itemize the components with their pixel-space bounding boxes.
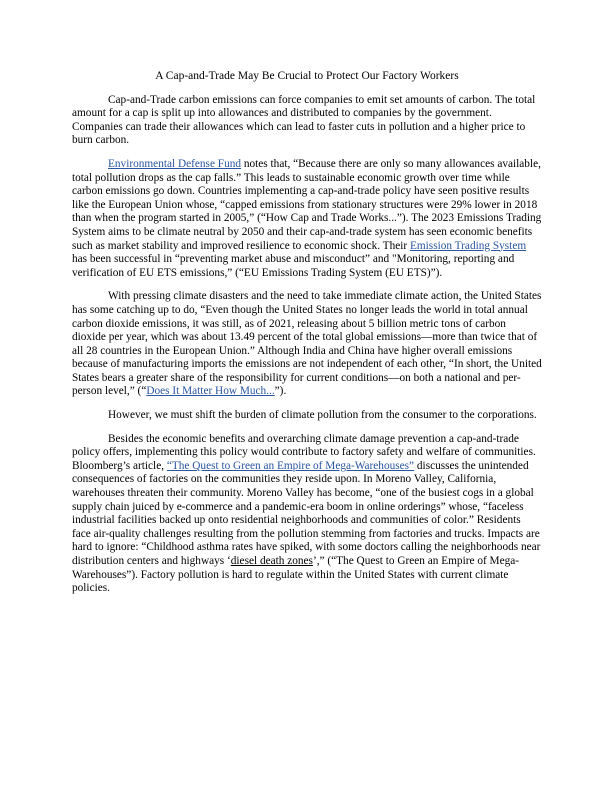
paragraph-3 xyxy=(72,290,542,399)
paragraph-2-text-1: notes that, “Because there are only so many allowances available, total pollution drops as the cap falls.” This leads to sustainable economic growth over time while carbon emissions go down. Countries implementing a cap-and-trade policy have seen positive results like the European Union whose, “capped emissions from stationary structures were 29% lower in 2018 than when the program started in 2005,” (“How Cap and Trade Works...”). The 2023 Emissions Trading System aims to be climate neutral by 2050 and their cap-and-trade system has seen economic benefits such as market stability and improved resilience to economic shock. Their xyxy=(72,157,542,252)
paragraph-4: However, we must shift the burden of climate pollution from the consumer to the corporations. xyxy=(108,409,537,422)
document-page xyxy=(72,70,542,606)
paragraph-1: Cap-and-Trade carbon emissions can force companies to emit set amounts of carbon. The total amount for a cap is split up into allowances and distributed to companies by the government. Companies can trade their allowances which can lead to faster cuts in pollution and a higher price to burn carbon. xyxy=(72,93,536,147)
page-title: A Cap-and-Trade May Be Crucial to Protect Our Factory Workers xyxy=(155,70,459,82)
paragraph-5-text-3: ’,” (“The Quest to Green an Empire of Mega-Warehouses”). Factory pollution is hard to regulate within the United States with current climate policies. xyxy=(72,555,520,595)
paragraph-3-text-1: With pressing climate disasters and the need to take immediate climate action, the United States has some catching up to do, “Even though the United States no longer leads the world in total annual carbon dioxide emissions, it was still, as of 2021, releasing about 5 billion metric tons of carbon dioxide per year, which was about 13.49 percent of the total global emissions—more than twice that of all 28 countries in the European Union.” Although India and China have higher overall emissions because of manufacturing imports the emissions are not independent of each other, “In short, the United States bears a greater share of the responsibility for current conditions—on both a national and per-person level,” (“ xyxy=(72,290,542,398)
link-quest-to-green-mega-warehouses[interactable]: “The Quest to Green an Empire of Mega-Warehouses” xyxy=(166,459,415,472)
paragraph-5-text-1: Besides the economic benefits and overarching climate damage prevention a cap-and-trade policy offers, implementing this policy would contribute to factory safety and welfare of communities. Bloomberg’s article, xyxy=(72,432,536,472)
paragraph-5-text-2: discusses the unintended consequences of factories on the communities they reside upon. In Moreno Valley, California, warehouses threaten their community. Moreno Valley has become, “one of the busiest cogs in a global supply chain juiced by e-commerce and a pandemic-era boom in online orderings” whose, “faceless industrial facilities backed up onto residential neighborhoods and communities of color.” Residents face air-quality challenges resulting from the pollution stemming from factories and trucks. Impacts are hard to ignore: “Childhood asthma rates have spiked, with some doctors calling the neighborhoods near distribution centers and highways ‘ xyxy=(72,459,541,567)
paragraph-2-text-2: has been successful in “preventing market abuse and misconduct” and "Monitoring, reporting and verification of EU ETS emissions,” (“EU Emissions Trading System (EU ETS)”). xyxy=(72,253,515,279)
link-environmental-defense-fund[interactable]: Environmental Defense Fund xyxy=(108,157,242,170)
link-does-it-matter-how-much[interactable]: Does It Matter How Much... xyxy=(146,385,275,398)
paragraph-5 xyxy=(72,433,542,596)
paragraph-2 xyxy=(72,158,542,280)
paragraph-3-text-2: ”). xyxy=(274,385,287,398)
underlined-diesel-death-zones: diesel death zones xyxy=(230,555,313,567)
link-emission-trading-system[interactable]: Emission Trading System xyxy=(409,239,527,252)
